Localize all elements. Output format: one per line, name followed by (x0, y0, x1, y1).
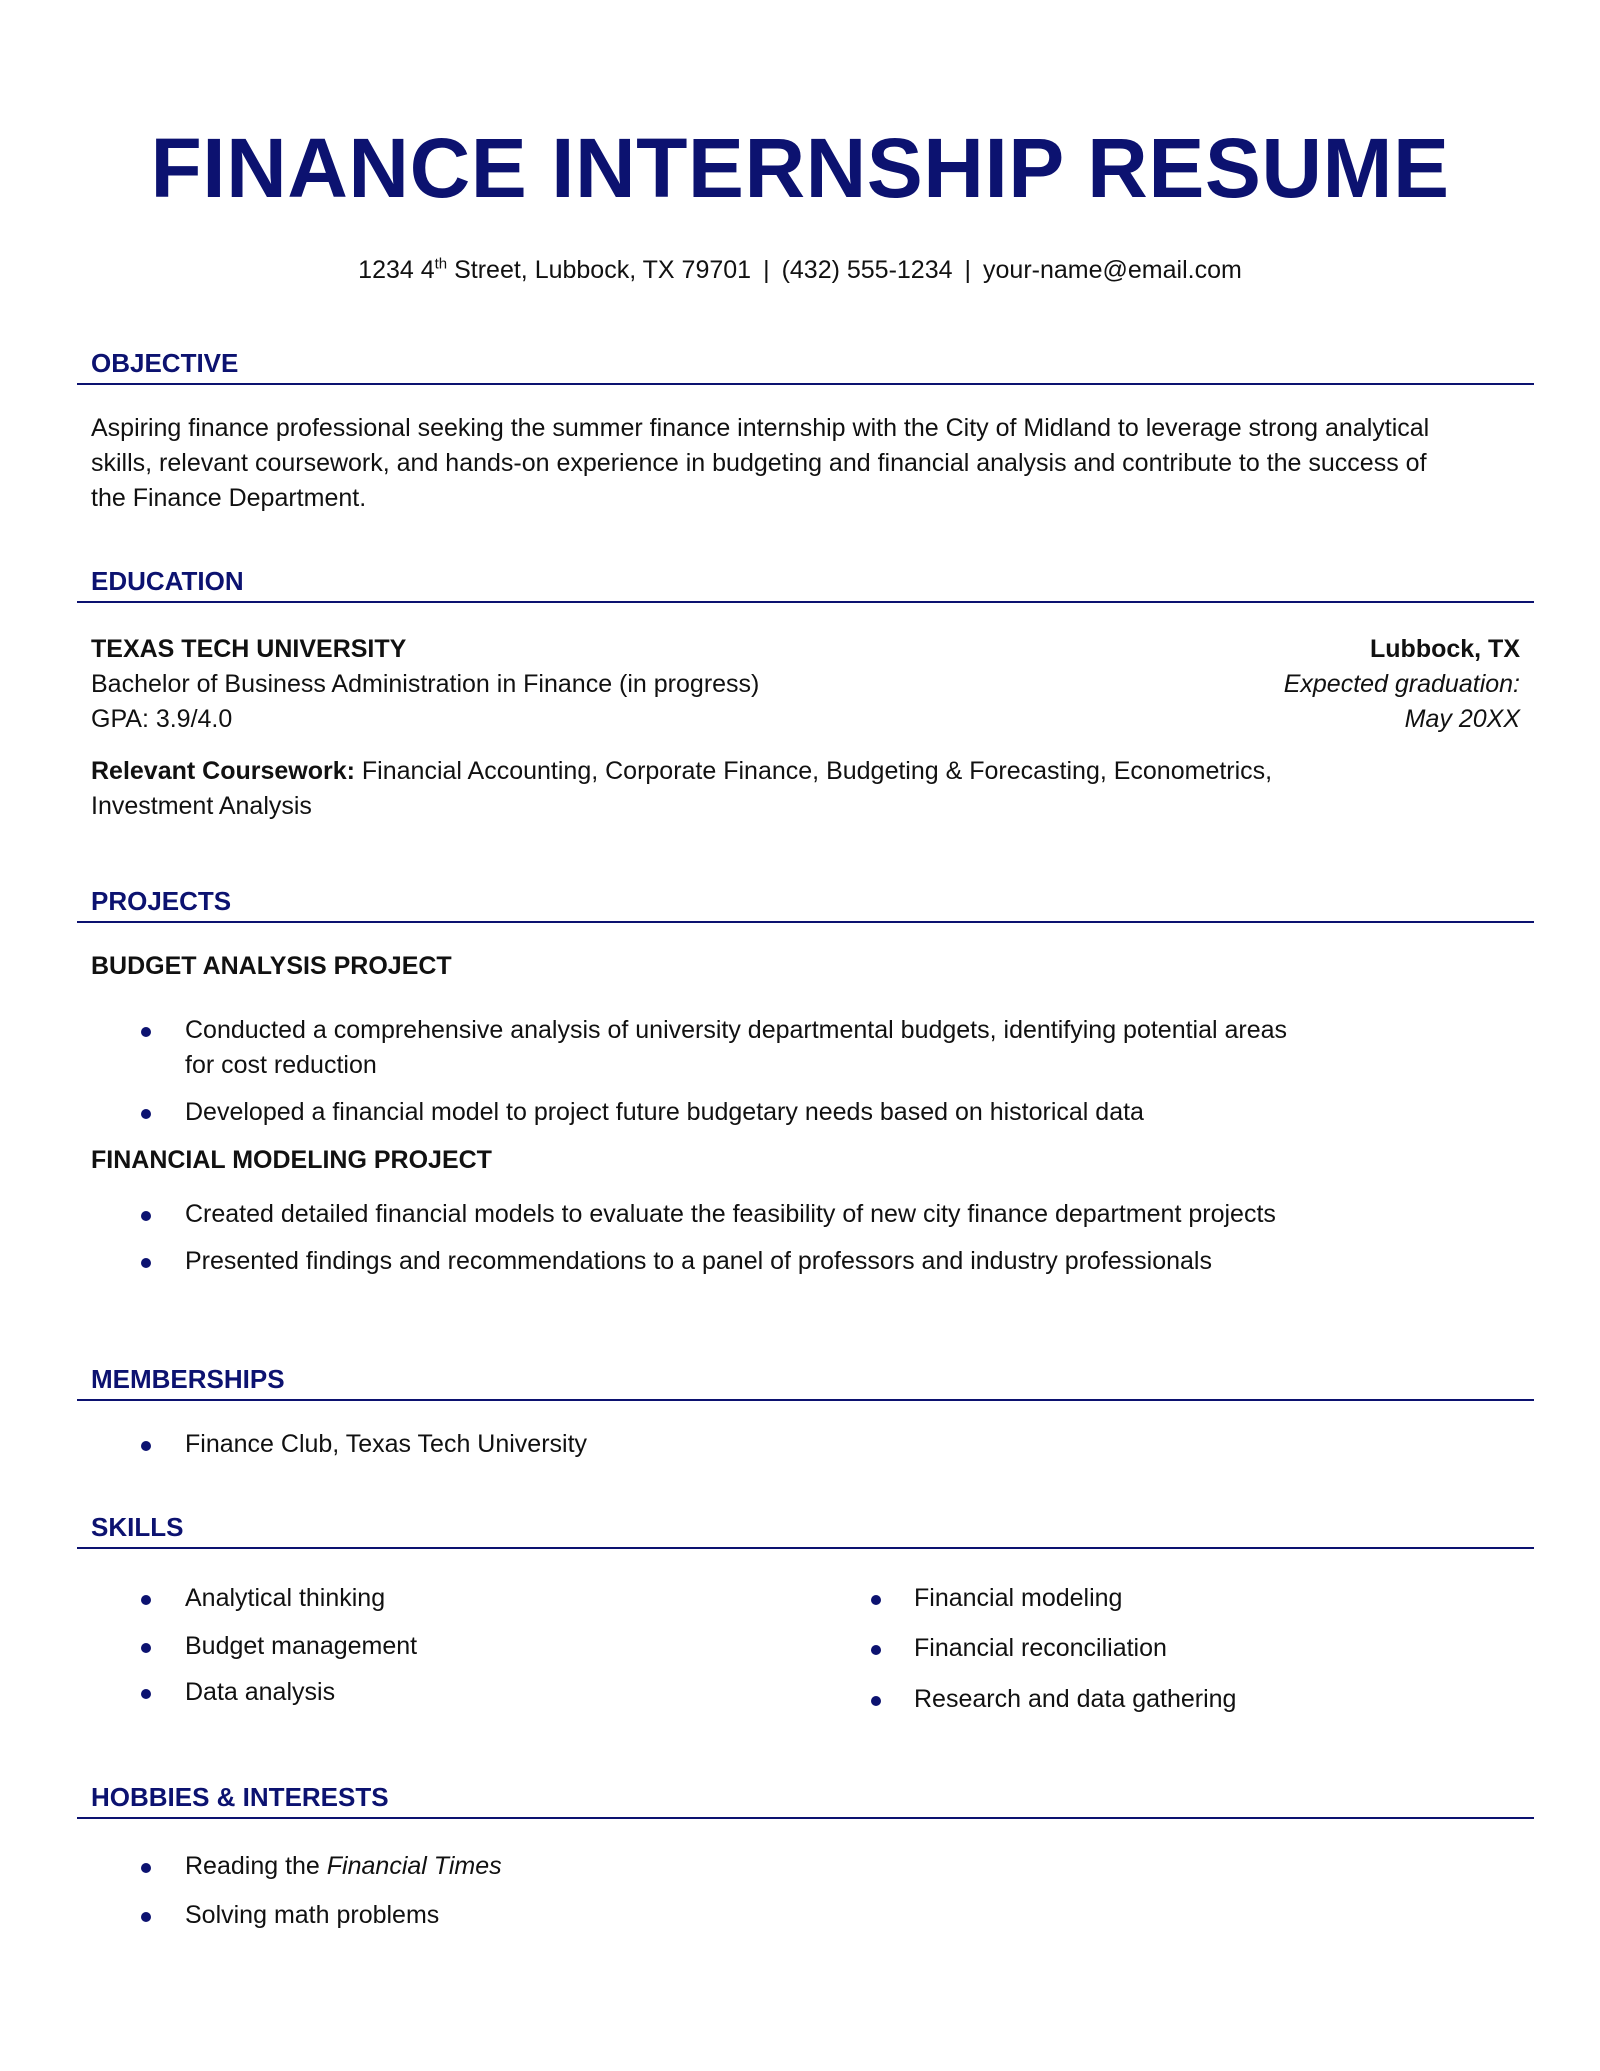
project-title: FINANCIAL MODELING PROJECT (91, 1146, 492, 1174)
objective-line: the Finance Department. (91, 484, 367, 512)
email-address: your-name@email.com (983, 256, 1242, 284)
section-heading-education: EDUCATION (91, 566, 244, 596)
section-heading-projects: PROJECTS (91, 886, 232, 916)
school-location: Lubbock, TX (1370, 635, 1520, 663)
resume-title: FINANCE INTERNSHIP RESUME (150, 121, 1450, 215)
bullet-icon (141, 1027, 151, 1037)
hobby-item: Solving math problems (185, 1901, 440, 1929)
graduation-date: May 20XX (1404, 705, 1520, 733)
section-heading-hobbies: HOBBIES & INTERESTS (91, 1782, 389, 1812)
section-divider (77, 601, 1534, 603)
bullet-icon (141, 1441, 151, 1451)
degree: Bachelor of Business Administration in Finance (in progress) (91, 670, 760, 698)
project-bullet-cont: for cost reduction (185, 1051, 377, 1079)
contact-separator: | (763, 256, 770, 284)
contact-line (0, 252, 1600, 288)
section-heading-memberships: MEMBERSHIPS (91, 1364, 285, 1394)
school-name: TEXAS TECH UNIVERSITY (91, 635, 407, 663)
section-divider (77, 921, 1534, 923)
objective-section (77, 346, 1534, 516)
membership-item: Finance Club, Texas Tech University (185, 1430, 588, 1458)
bullet-icon (141, 1689, 151, 1699)
bullet-icon (141, 1643, 151, 1653)
section-divider (77, 1547, 1534, 1549)
phone-number: (432) 555-1234 (781, 256, 953, 284)
skill-item: Budget management (185, 1632, 418, 1660)
projects-section (77, 884, 1534, 1304)
project-bullet: Presented findings and recommendations to a panel of professors and industry professionals (185, 1247, 1212, 1275)
coursework-list-cont: Investment Analysis (91, 792, 312, 820)
hobbies-section (77, 1780, 1534, 1940)
bullet-icon (141, 1595, 151, 1605)
skill-item: Analytical thinking (185, 1584, 386, 1612)
publication-name: Financial Times (326, 1852, 502, 1880)
bullet-icon (141, 1863, 151, 1873)
skill-item: Research and data gathering (914, 1685, 1237, 1713)
coursework-label: Relevant Coursework: (91, 757, 355, 785)
hobby-item: Reading the Financial Times (185, 1852, 502, 1880)
skill-item: Financial reconciliation (914, 1634, 1167, 1662)
bullet-icon (141, 1109, 151, 1119)
skills-section (77, 1510, 1534, 1730)
contact-separator: | (964, 256, 972, 284)
coursework-list: Financial Accounting, Corporate Finance, Budgeting & Forecasting, Econometrics, (354, 757, 1273, 785)
section-divider (77, 383, 1534, 385)
bullet-icon (871, 1696, 881, 1706)
project-bullet: Developed a financial model to project future budgetary needs based on historical data (185, 1098, 1144, 1126)
education-section (77, 564, 1534, 834)
section-heading-skills: SKILLS (91, 1512, 184, 1542)
graduation-label: Expected graduation: (1283, 670, 1520, 698)
project-bullet: Conducted a comprehensive analysis of university departmental budgets, identifying potential areas (185, 1016, 1288, 1044)
section-divider (77, 1817, 1534, 1819)
gpa: GPA: 3.9/4.0 (91, 705, 233, 733)
bullet-icon (871, 1595, 881, 1605)
bullet-icon (141, 1912, 151, 1922)
project-title: BUDGET ANALYSIS PROJECT (91, 952, 452, 980)
bullet-icon (871, 1645, 881, 1655)
memberships-section (77, 1362, 1534, 1472)
objective-line: skills, relevant coursework, and hands-on experience in budgeting and financial analysis and contribute to the success of (91, 449, 1427, 477)
section-heading-objective: OBJECTIVE (91, 348, 239, 378)
coursework (91, 754, 1272, 789)
objective-line: Aspiring finance professional seeking the summer finance internship with the City of Midland to leverage strong analytical (91, 414, 1430, 442)
project-bullet: Created detailed financial models to evaluate the feasibility of new city finance department projects (185, 1200, 1276, 1228)
address: 1234 4th Street, Lubbock, TX 79701 (358, 255, 752, 284)
section-divider (77, 1399, 1534, 1401)
skill-item: Financial modeling (914, 1584, 1123, 1612)
bullet-icon (141, 1211, 151, 1221)
skill-item: Data analysis (185, 1678, 336, 1706)
bullet-icon (141, 1258, 151, 1268)
